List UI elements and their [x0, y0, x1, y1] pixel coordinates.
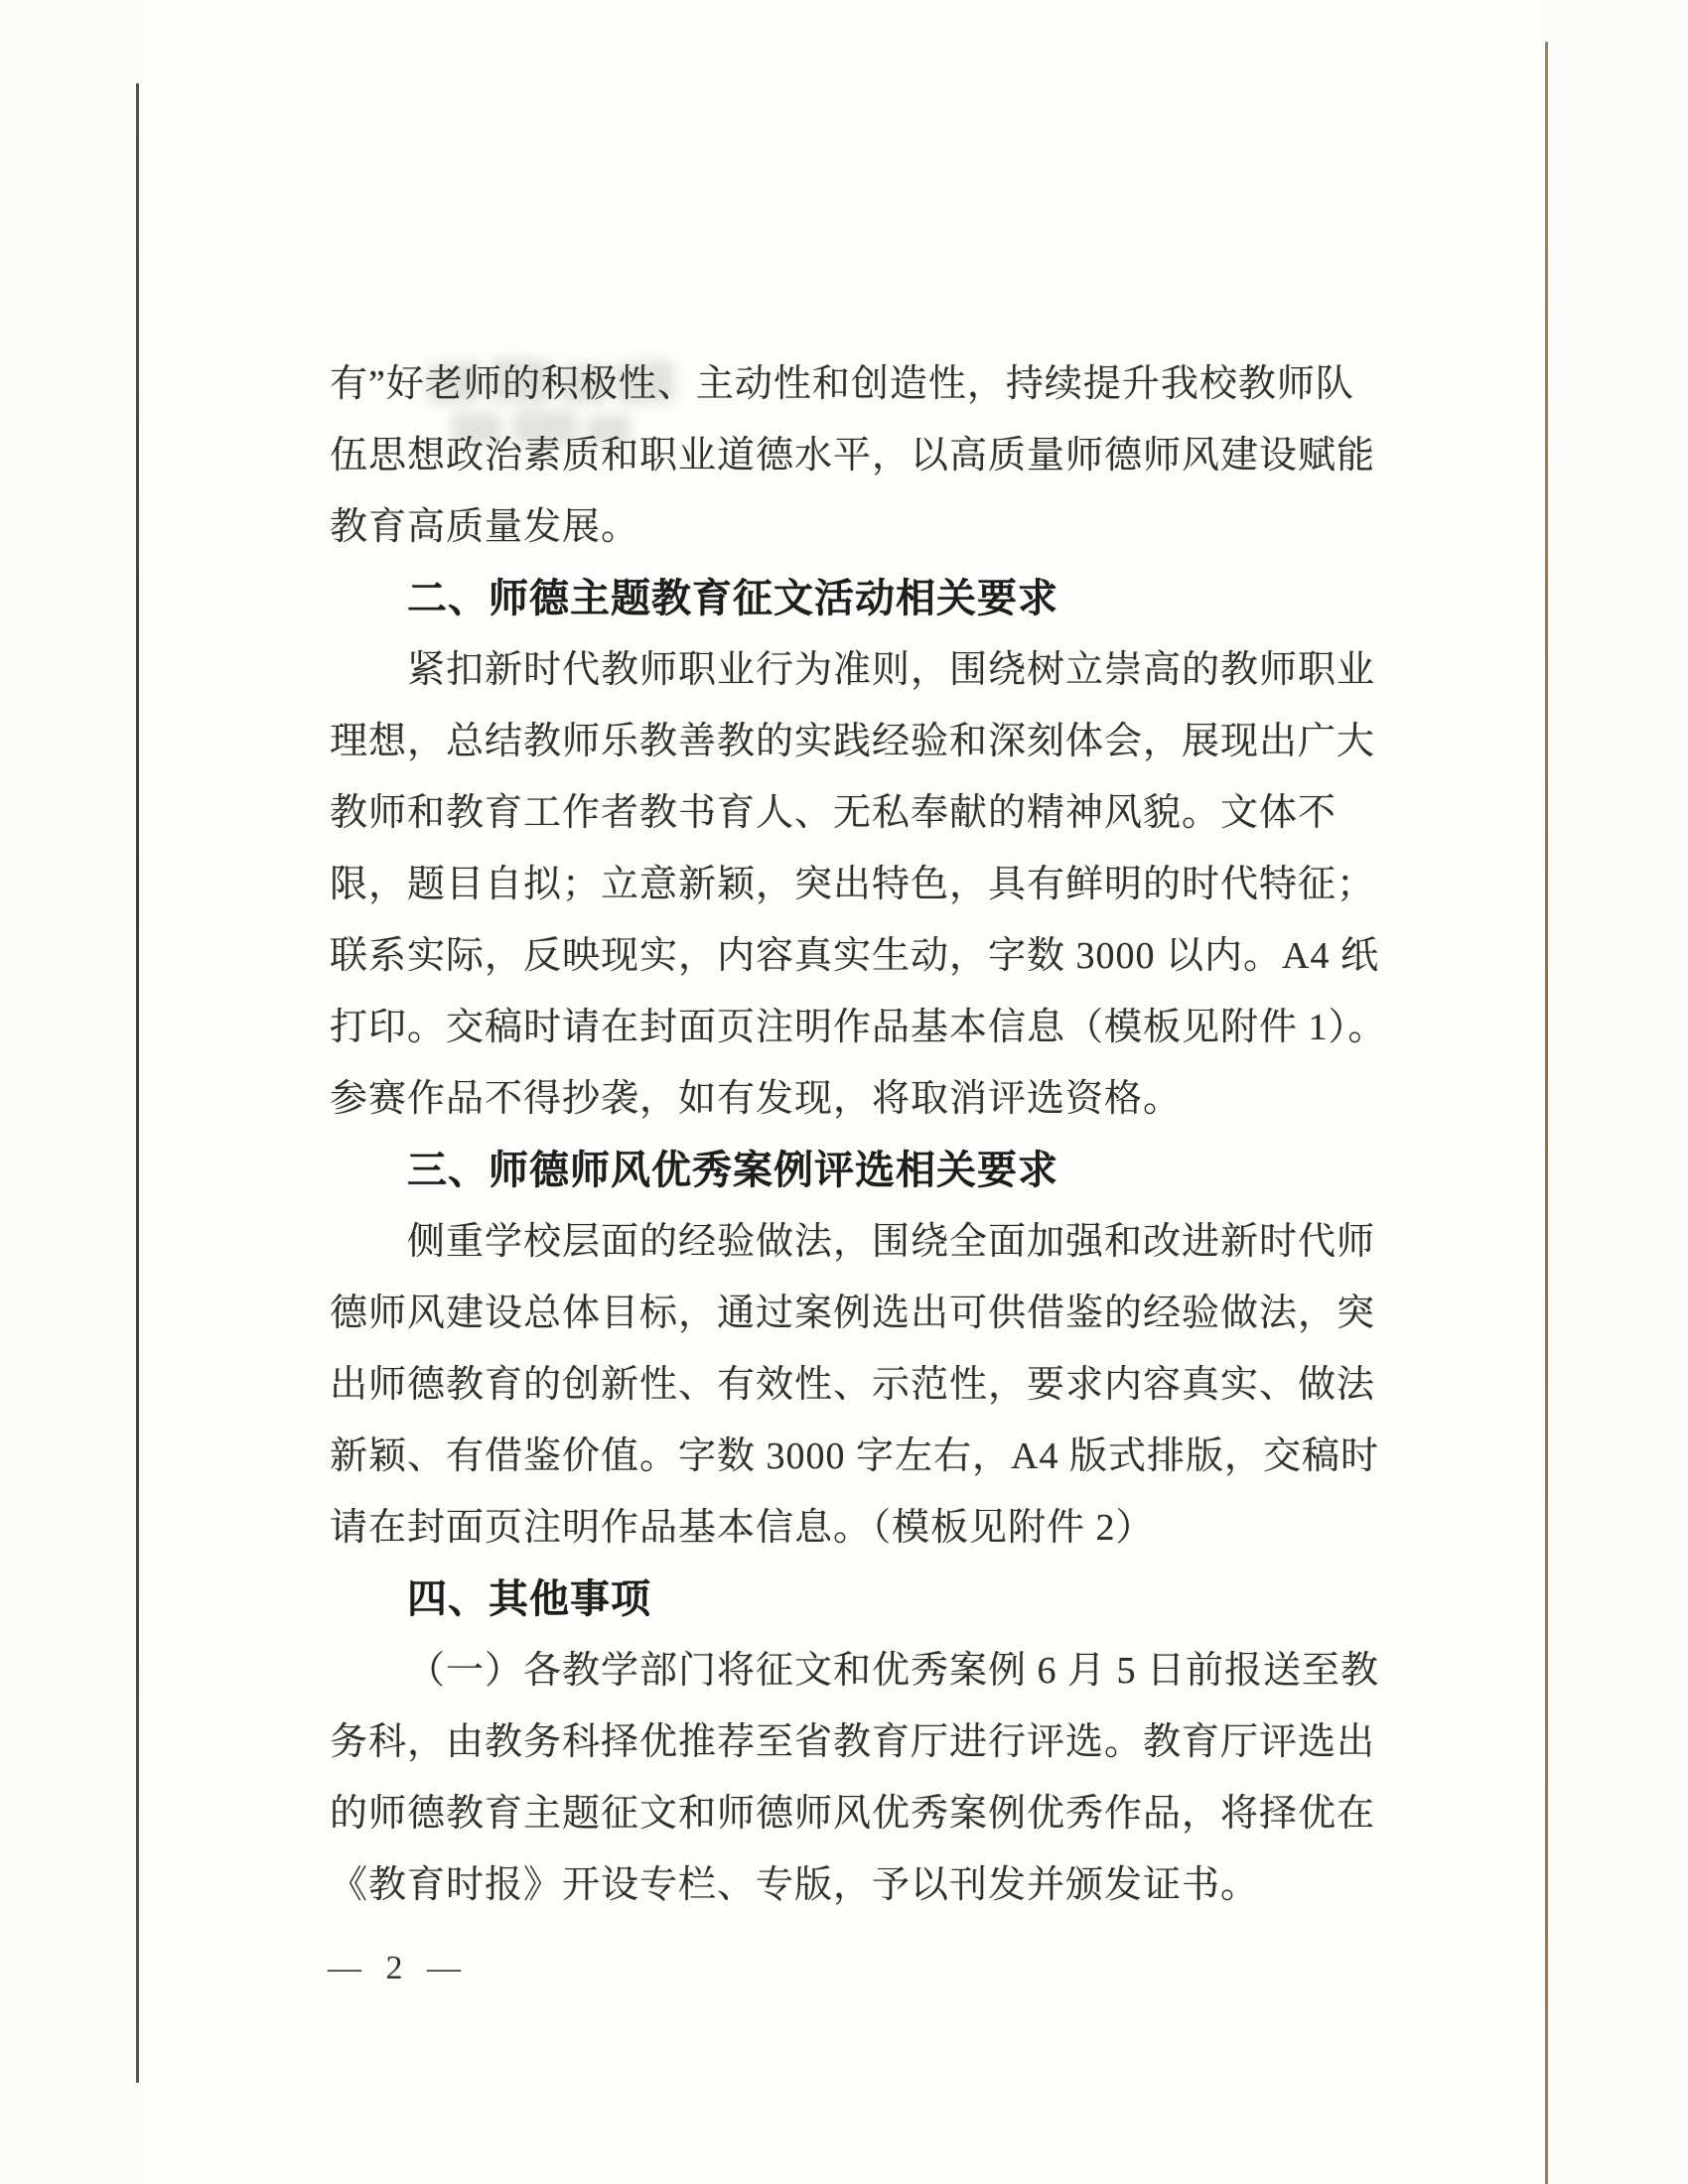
text-line: 限，题目自拟；立意新颖，突出特色，具有鲜明的时代特征； — [330, 864, 1376, 905]
text-line: 侧重学校层面的经验做法，围绕全面加强和改进新时代师 — [407, 1221, 1376, 1263]
text-line: 出师德教育的创新性、有效性、示范性，要求内容真实、做法 — [330, 1364, 1376, 1406]
text-line: 理想，总结教师乐教善教的实践经验和深刻体会，展现出广大 — [330, 721, 1376, 762]
text-line: （一）各教学部门将征文和优秀案例 6 月 5 日前报送至教 — [407, 1650, 1380, 1692]
text-line: 德师风建设总体目标，通过案例选出可供借鉴的经验做法，突 — [330, 1293, 1376, 1334]
text-line: 的师德教育主题征文和师德师风优秀案例优秀作品，将择优在 — [330, 1793, 1376, 1835]
text-line: 有”好老师的积极性、主动性和创造性，持续提升我校教师队 — [330, 363, 1354, 405]
section-heading-3: 三、师德师风优秀案例评选相关要求 — [407, 1149, 1058, 1192]
page-edge-left-line — [136, 83, 139, 2083]
text-line: 紧扣新时代教师职业行为准则，围绕树立崇高的教师职业 — [407, 649, 1376, 691]
text-line: 联系实际，反映现实，内容真实生动，字数 3000 以内。A4 纸 — [330, 935, 1379, 977]
text-line: 《教育时报》开设专栏、专版，予以刊发并颁发证书。 — [330, 1864, 1260, 1906]
section-heading-4: 四、其他事项 — [407, 1577, 651, 1621]
page-edge-right-line — [1545, 42, 1548, 2184]
text-line: 教育高质量发展。 — [330, 506, 640, 548]
text-line: 伍思想政治素质和职业道德水平，以高质量师德师风建设赋能 — [330, 435, 1376, 477]
text-line: 请在封面页注明作品基本信息。（模板见附件 2） — [330, 1507, 1155, 1549]
text-line: 教师和教育工作者教书育人、无私奉献的精神风貌。文体不 — [330, 792, 1337, 834]
text-line: 务科，由教务科择优推荐至省教育厅进行评选。教育厅评选出 — [330, 1721, 1376, 1763]
text-line: 参赛作品不得抄袭，如有发现，将取消评选资格。 — [330, 1078, 1183, 1120]
text-line: 新颖、有借鉴价值。字数 3000 字左右，A4 版式排版，交稿时 — [330, 1435, 1379, 1477]
text-line: 打印。交稿时请在封面页注明作品基本信息（模板见附件 1）。 — [330, 1007, 1387, 1048]
document-body — [330, 348, 1422, 1921]
section-heading-2: 二、师德主题教育征文活动相关要求 — [407, 577, 1058, 620]
page-number: — 2 — — [328, 1950, 469, 1986]
